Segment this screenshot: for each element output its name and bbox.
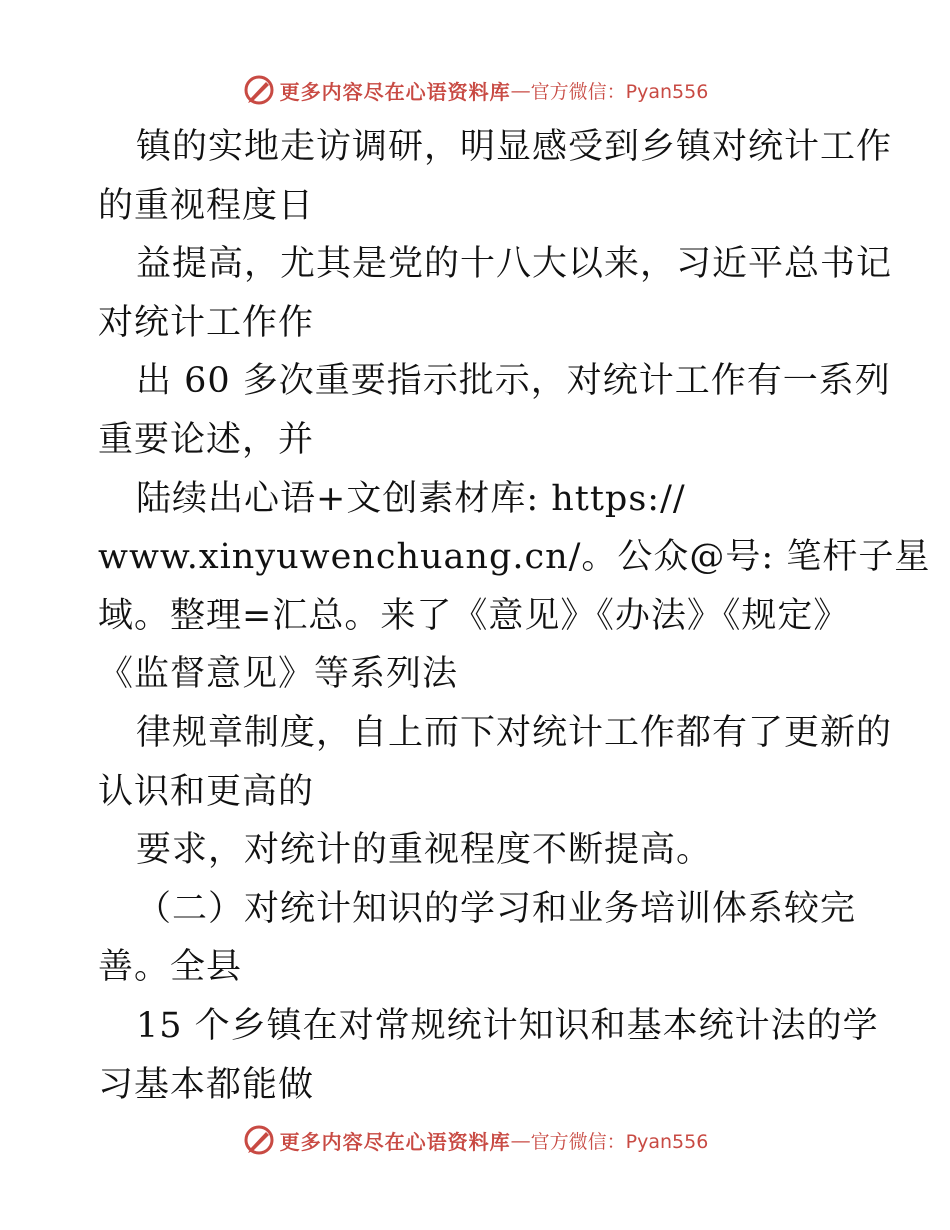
text-line: 认识和更高的 xyxy=(98,771,315,812)
text-line: 习基本都能做 xyxy=(98,1064,315,1105)
banner-separator: — xyxy=(510,78,531,102)
pen-logo-icon xyxy=(242,1123,276,1157)
text-line: 益提高，尤其是党的十八大以来，习近平总书记 xyxy=(136,244,893,285)
text-line: 《监督意见》等系列法 xyxy=(98,654,459,695)
text-line: 陆续出心语+文创素材库: https:// xyxy=(136,478,686,519)
text-line: 善。全县 xyxy=(98,947,243,988)
text-line: 出 60 多次重要指示批示，对统计工作有一系列 xyxy=(136,361,891,402)
text-line: 15 个乡镇在对常规统计知识和基本统计法的学 xyxy=(136,1005,879,1046)
text-line: 域。整理=汇总。来了《意见》《办法》《规定》 xyxy=(98,595,850,636)
text-line: 镇的实地走访调研，明显感受到乡镇对统计工作 xyxy=(136,127,893,167)
text-line: 对统计工作作 xyxy=(98,302,315,343)
banner-wechat: 官方微信：Pyan556 xyxy=(530,80,709,103)
banner-wechat: 官方微信：Pyan556 xyxy=(530,1130,709,1153)
footer-banner xyxy=(0,1120,950,1160)
text-line: （二）对统计知识的学习和业务培训体系较完 xyxy=(136,888,857,929)
pen-logo-icon xyxy=(242,73,276,107)
banner-title: 更多内容尽在心语资料库 xyxy=(279,79,511,104)
text-line: www.xinyuwenchuang.cn/。公众@号: 笔杆子星 xyxy=(98,537,931,578)
text-line: 律规章制度，自上而下对统计工作都有了更新的 xyxy=(136,712,893,753)
document-body xyxy=(98,118,931,1114)
banner-separator: — xyxy=(510,1128,531,1152)
text-line: 要求，对统计的重视程度不断提高。 xyxy=(136,830,713,871)
banner-title: 更多内容尽在心语资料库 xyxy=(279,1129,511,1154)
text-line: 重要论述，并 xyxy=(98,419,315,460)
text-line: 的重视程度日 xyxy=(98,185,315,226)
header-banner xyxy=(0,70,950,110)
